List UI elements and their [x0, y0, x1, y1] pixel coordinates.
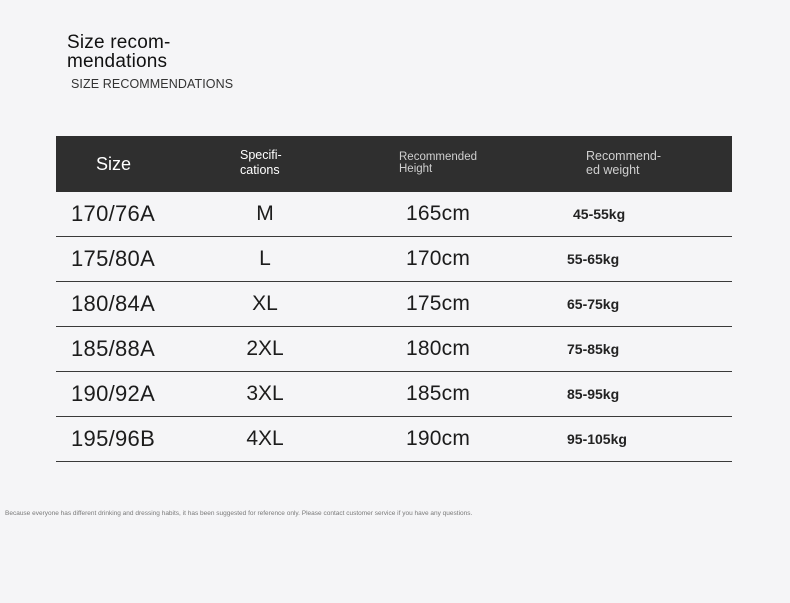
header-recommended-weight: Recommend- ed weight	[586, 149, 662, 177]
cell-height: 165cm	[406, 202, 471, 225]
cell-weight: 45-55kg	[573, 206, 626, 222]
page-heading	[67, 33, 233, 91]
cell-weight: 65-75kg	[567, 296, 620, 312]
cell-height: 185cm	[406, 382, 471, 405]
table-row: 170/76A M 165cm 45-55kg	[56, 192, 732, 237]
cell-weight: 85-95kg	[567, 386, 620, 402]
size-table	[56, 136, 732, 462]
cell-height: 175cm	[406, 292, 471, 315]
cell-size: 190/92A	[71, 381, 156, 406]
header-size: Size	[96, 154, 132, 174]
cell-size: 170/76A	[71, 201, 156, 226]
page-title: Size recom- mendations	[67, 32, 171, 72]
table-header	[56, 136, 732, 192]
cell-size: 185/88A	[71, 336, 156, 361]
table-row: 185/88A 2XL 180cm 75-85kg	[56, 327, 732, 372]
disclaimer-note: Because everyone has different drinking and dressing habits, it has been suggested for reference only. Please contact customer service if you have any questions.	[5, 510, 473, 517]
cell-height: 180cm	[406, 337, 471, 360]
header-recommended-height: Recommended Height	[399, 151, 477, 175]
cell-height: 190cm	[406, 427, 471, 450]
table-row: 190/92A 3XL 185cm 85-95kg	[56, 372, 732, 417]
header-specifications: Specifi- cations	[240, 148, 282, 177]
cell-height: 170cm	[406, 247, 471, 270]
cell-weight: 55-65kg	[567, 251, 620, 267]
cell-weight: 95-105kg	[567, 431, 627, 447]
cell-size: 195/96B	[71, 426, 156, 451]
table-row: 175/80A L 170cm 55-65kg	[56, 237, 732, 282]
page-subtitle: SIZE RECOMMENDATIONS	[71, 77, 234, 91]
table-row: 180/84A XL 175cm 65-75kg	[56, 282, 732, 327]
cell-weight: 75-85kg	[567, 341, 620, 357]
cell-size: 175/80A	[71, 246, 156, 271]
cell-size: 180/84A	[71, 291, 156, 316]
table-row: 195/96B 4XL 190cm 95-105kg	[56, 417, 732, 462]
